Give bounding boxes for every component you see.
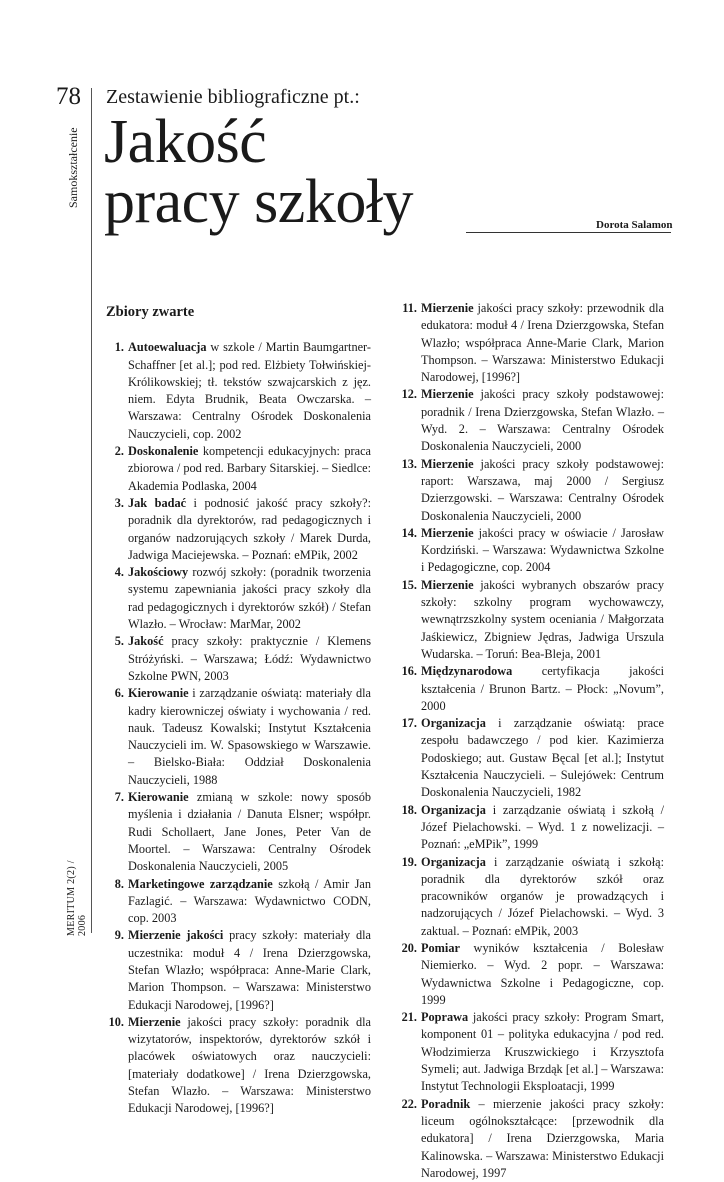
- entry-number: 22.: [401, 1096, 417, 1111]
- entry-text: [128, 927, 371, 1013]
- entry-text: [128, 685, 371, 789]
- bibliography-entry: [399, 715, 664, 801]
- entry-number: 6.: [114, 686, 124, 701]
- vertical-divider: [91, 88, 92, 933]
- entry-details: zmianą w szkole: nowy sposób myślenia i działania / Danuta Elsner; współpr. Rudi Schollaert, Jane Jones, Peter Van de Moortel. – Warszawa: Centralny Ośrodek Doskonalenia Nauczycieli, 2005: [128, 790, 371, 874]
- title-line-2: pracy szkoły: [104, 168, 414, 236]
- entry-text: [128, 443, 371, 495]
- entry-number: 3.: [114, 495, 124, 510]
- entry-keyword: Mierzenie: [421, 387, 474, 402]
- entry-text: [128, 495, 371, 564]
- entry-keyword: Poprawa: [421, 1010, 469, 1025]
- bibliography-entry: [399, 300, 664, 386]
- entry-text: [128, 876, 371, 928]
- entry-details: i podnosić jakość pracy szkoły?: poradnik dla dyrektorów, rad pedagogicznych i organów nadzorujących szkoły / Marek Durda, Jadwiga Maciejewska. – Poznań: eMPik, 2002: [128, 495, 371, 562]
- bibliography-entry: [399, 386, 664, 455]
- entry-number: 9.: [114, 928, 124, 943]
- entry-details: jakości pracy w oświacie / Jarosław Kordziński. – Warszawa: Wydawnictwa Szkolne i Pedagogiczne, cop. 2004: [421, 525, 664, 575]
- entry-text: [421, 386, 664, 455]
- entry-text: [421, 854, 664, 940]
- entry-details: pracy szkoły: praktycznie / Klemens Stróżyński. – Warszawa; Łódź: Wydawnictwo Szkolne PWN, 2003: [128, 634, 371, 683]
- entry-details: jakości pracy szkoły podstawowej: poradnik / Irena Dzierzgowska, Stefan Wlazło. – Wyd. 2. – Warszawa: Centralny Ośrodek Doskonalenia Nauczycieli, 2000: [421, 387, 664, 454]
- author-name: Dorota Salamon: [596, 219, 673, 231]
- entry-number: 15.: [401, 577, 417, 592]
- entry-details: i zarządzanie oświatą: materiały dla kadry kierowniczej oświaty i wychowania / red. nauk. Tadeusz Kowalski; Instytut Kształcenia Nauczycieli im. W. Spasowskiego w Warszawie. – Bielsko-Biała: Oddział Doskonalenia Nauczycieli, 1988: [128, 686, 371, 787]
- entry-number: 1.: [114, 340, 124, 355]
- title-line-1: Jakość: [104, 108, 267, 176]
- entry-details: i zarządzanie oświatą: prace zespołu badawczego / pod kier. Kazimierza Podoskiego; aut. Gustaw Bęcal [et al.]; Instytut Kształcenia Nauczycieli. – Sulejówek: Centrum Doskonalenia Nauczycieli, 1982: [421, 716, 664, 800]
- page-title: [104, 108, 414, 236]
- bibliography-entry: [399, 1096, 664, 1182]
- entry-text: [421, 715, 664, 801]
- page-subtitle: Zestawienie bibliograficzne pt.:: [106, 86, 360, 108]
- title-underline: [466, 232, 671, 233]
- entry-details: certyfikacja jakości kształcenia / Brunon Bartz. – Płock: „Novum”, 2000: [421, 664, 664, 713]
- entry-number: 13.: [401, 456, 417, 471]
- entry-keyword: Autoewaluacja: [128, 340, 207, 355]
- bibliography-entry: [106, 495, 371, 564]
- entry-number: 21.: [401, 1010, 417, 1025]
- entry-keyword: Mierzenie: [421, 525, 474, 540]
- entry-number: 10.: [108, 1014, 124, 1029]
- entry-text: [421, 940, 664, 1009]
- entry-number: 7.: [114, 790, 124, 805]
- entry-keyword: Mierzenie jakości: [128, 928, 224, 943]
- bibliography-entry: [106, 339, 371, 443]
- entry-keyword: Jak badać: [128, 495, 187, 510]
- section-label: Samokształcenie: [66, 127, 80, 208]
- entry-text: [421, 525, 664, 577]
- entry-details: szkołą / Amir Jan Fazlagić. – Warszawa: Wydawnictwo CODN, cop. 2003: [128, 876, 371, 926]
- bibliography-entry: [106, 633, 371, 685]
- entry-text: [128, 789, 371, 875]
- bibliography-entry: [399, 1009, 664, 1095]
- entry-number: 18.: [401, 802, 417, 817]
- bibliography-entry: [106, 876, 371, 928]
- entry-details: i zarządzanie oświatą i szkołą: poradnik dla dyrektorów szkół oraz pracowników organów je prowadzących i nadzorujących / Józef Pielachowski. – Wyd. 3 zaktual. – Poznań: eMPik, 2003: [421, 854, 664, 938]
- entry-keyword: Jakościowy: [128, 565, 189, 580]
- entry-text: [421, 300, 664, 386]
- entry-text: [421, 1009, 664, 1095]
- entry-number: 4.: [114, 565, 124, 580]
- entry-text: [421, 1096, 664, 1182]
- bibliography-entry: [106, 685, 371, 789]
- entry-number: 12.: [401, 387, 417, 402]
- bibliography-entry: [106, 927, 371, 1013]
- entry-keyword: Mierzenie: [128, 1014, 181, 1029]
- entry-keyword: Organizacja: [421, 716, 486, 731]
- bibliography-entry: [399, 940, 664, 1009]
- entry-details: rozwój szkoły: (poradnik tworzenia systemu zapewniania jakości pracy szkoły dla rad pedagogicznych i dyrektorów szkół) / Stefan Wlazło. – Wrocław: MarMar, 2002: [128, 565, 371, 632]
- bibliography-list-right: [399, 300, 664, 1182]
- entry-keyword: Międzynarodowa: [421, 664, 513, 679]
- entry-details: wyników kształcenia / Bolesław Niemierko. – Wyd. 2 popr. – Warszawa: Wydawnictwa Szkolne i Pedagogiczne, cop. 1999: [421, 940, 664, 1007]
- entry-number: 19.: [401, 854, 417, 869]
- left-column: [106, 300, 371, 1118]
- right-column: [399, 300, 664, 1182]
- entry-text: [128, 1014, 371, 1118]
- entry-details: pracy szkoły: materiały dla uczestnika: moduł 4 / Irena Dzierzgowska, Stefan Wlazło; współpraca: Anne-Marie Clark, Marion Thompson. – Warszawa: Ministerstwo Edukacji Narodowej, [1996?]: [128, 928, 371, 1012]
- section-heading: Zbiory zwarte: [106, 304, 195, 320]
- entry-text: [421, 802, 664, 854]
- journal-footer: MERITUM 2(2) / 2006: [66, 860, 88, 936]
- entry-keyword: Marketingowe zarządzanie: [128, 876, 273, 891]
- bibliography-entry: [106, 443, 371, 495]
- entry-keyword: Organizacja: [421, 854, 486, 869]
- entry-keyword: Mierzenie: [421, 301, 474, 315]
- bibliography-entry: [106, 789, 371, 875]
- entry-text: [421, 456, 664, 525]
- entry-details: w szkole / Martin Baumgartner-Schaffner [et al.]; pod red. Elżbiety Tołwińskiej-Królikowskiej; tł. tekstów szwajcarskich z jęz. niem. Edyta Brudnik, Beata Owczarska. – Warszawa: Centralny Ośrodek Doskonalenia Nauczycieli, cop. 2002: [128, 340, 371, 441]
- page-number: 78: [56, 83, 81, 110]
- entry-keyword: Kierowanie: [128, 686, 189, 701]
- entry-keyword: Jakość: [128, 634, 164, 649]
- entry-text: [128, 339, 371, 443]
- bibliography-list-left: [106, 339, 371, 1117]
- entry-details: jakości pracy szkoły: poradnik dla wizytatorów, inspektorów, dyrektorów szkół i placówek oświatowych oraz nauczycieli: [materiały dodatkowe] / Irena Dzierzgowska, Stefan Wlazło. – Warszawa: Ministerstwo Edukacji Narodowej, [1996?]: [128, 1014, 371, 1116]
- entry-keyword: Mierzenie: [421, 456, 474, 471]
- entry-text: [128, 633, 371, 685]
- entry-number: 14.: [401, 525, 417, 540]
- entry-keyword: Organizacja: [421, 802, 486, 817]
- entry-text: [421, 577, 664, 663]
- bibliography-entry: [399, 854, 664, 940]
- entry-number: 20.: [401, 940, 417, 955]
- entry-keyword: Poradnik: [421, 1096, 471, 1111]
- entry-keyword: Pomiar: [421, 940, 460, 955]
- entry-details: jakości pracy szkoły podstawowej: raport: Warszawa, maj 2000 / Sergiusz Dzierzgowski. – Warszawa: Centralny Ośrodek Doskonalenia Nauczycieli, 2000: [421, 456, 664, 523]
- bibliography-entry: [106, 1014, 371, 1118]
- entry-details: – mierzenie jakości pracy szkoły: liceum ogólnokształcące: [przewodnik dla edukatora] / Irena Dzierzgowska, Maria Kalinowska. – Warszawa: Ministerstwo Edukacji Narodowej, 1997: [421, 1096, 664, 1180]
- entry-number: 2.: [114, 444, 124, 459]
- entry-number: 11.: [402, 301, 417, 315]
- entry-details: jakości pracy szkoły: przewodnik dla edukatora: moduł 4 / Irena Dzierzgowska, Stefan Wlazło; współpraca Anne-Marie Clark, Marion Thompson. – Warszawa: Ministerstwo Edukacji Narodowej, [1996?]: [421, 301, 664, 385]
- bibliography-entry: [399, 577, 664, 663]
- entry-details: jakości pracy szkoły: Program Smart, komponent 01 – polityka edukacyjna / pod red. Włodzimierza Kruszwickiego i Krzysztofa Symeli; aut. Jadwiga Brzdąk [et al.] – Warszawa: Instytut Technologii Eksploatacji, 1999: [421, 1010, 664, 1094]
- bibliography-entry: [399, 802, 664, 854]
- entry-keyword: Mierzenie: [421, 577, 474, 592]
- bibliography-entry: [399, 456, 664, 525]
- entry-text: [128, 564, 371, 633]
- entry-keyword: Kierowanie: [128, 790, 189, 805]
- entry-keyword: Doskonalenie: [128, 444, 199, 459]
- entry-details: kompetencji edukacyjnych: praca zbiorowa / pod red. Barbary Sitarskiej. – Siedlce: Akademia Podlaska, 2004: [128, 444, 371, 493]
- entry-details: i zarządzanie oświatą i szkołą / Józef Pielachowski. – Wyd. 1 z nowelizacjі. – Poznań: „eMPik”, 1999: [421, 802, 664, 852]
- bibliography-entry: [399, 663, 664, 715]
- entry-number: 16.: [401, 664, 417, 679]
- entry-number: 17.: [401, 716, 417, 731]
- entry-number: 8.: [114, 876, 124, 891]
- entry-text: [421, 663, 664, 715]
- bibliography-entry: [399, 525, 664, 577]
- bibliography-entry: [106, 564, 371, 633]
- entry-details: jakości wybranych obszarów pracy szkoły: szkolny program wychowawczy, wewnątrzszkolny system oceniania / Małgorzata Jaśkiewicz, Zbigniew Jędras, Jadwiga Urszula Wudarska. – Toruń: Bea-Bleja, 2001: [421, 577, 664, 661]
- entry-number: 5.: [114, 634, 124, 649]
